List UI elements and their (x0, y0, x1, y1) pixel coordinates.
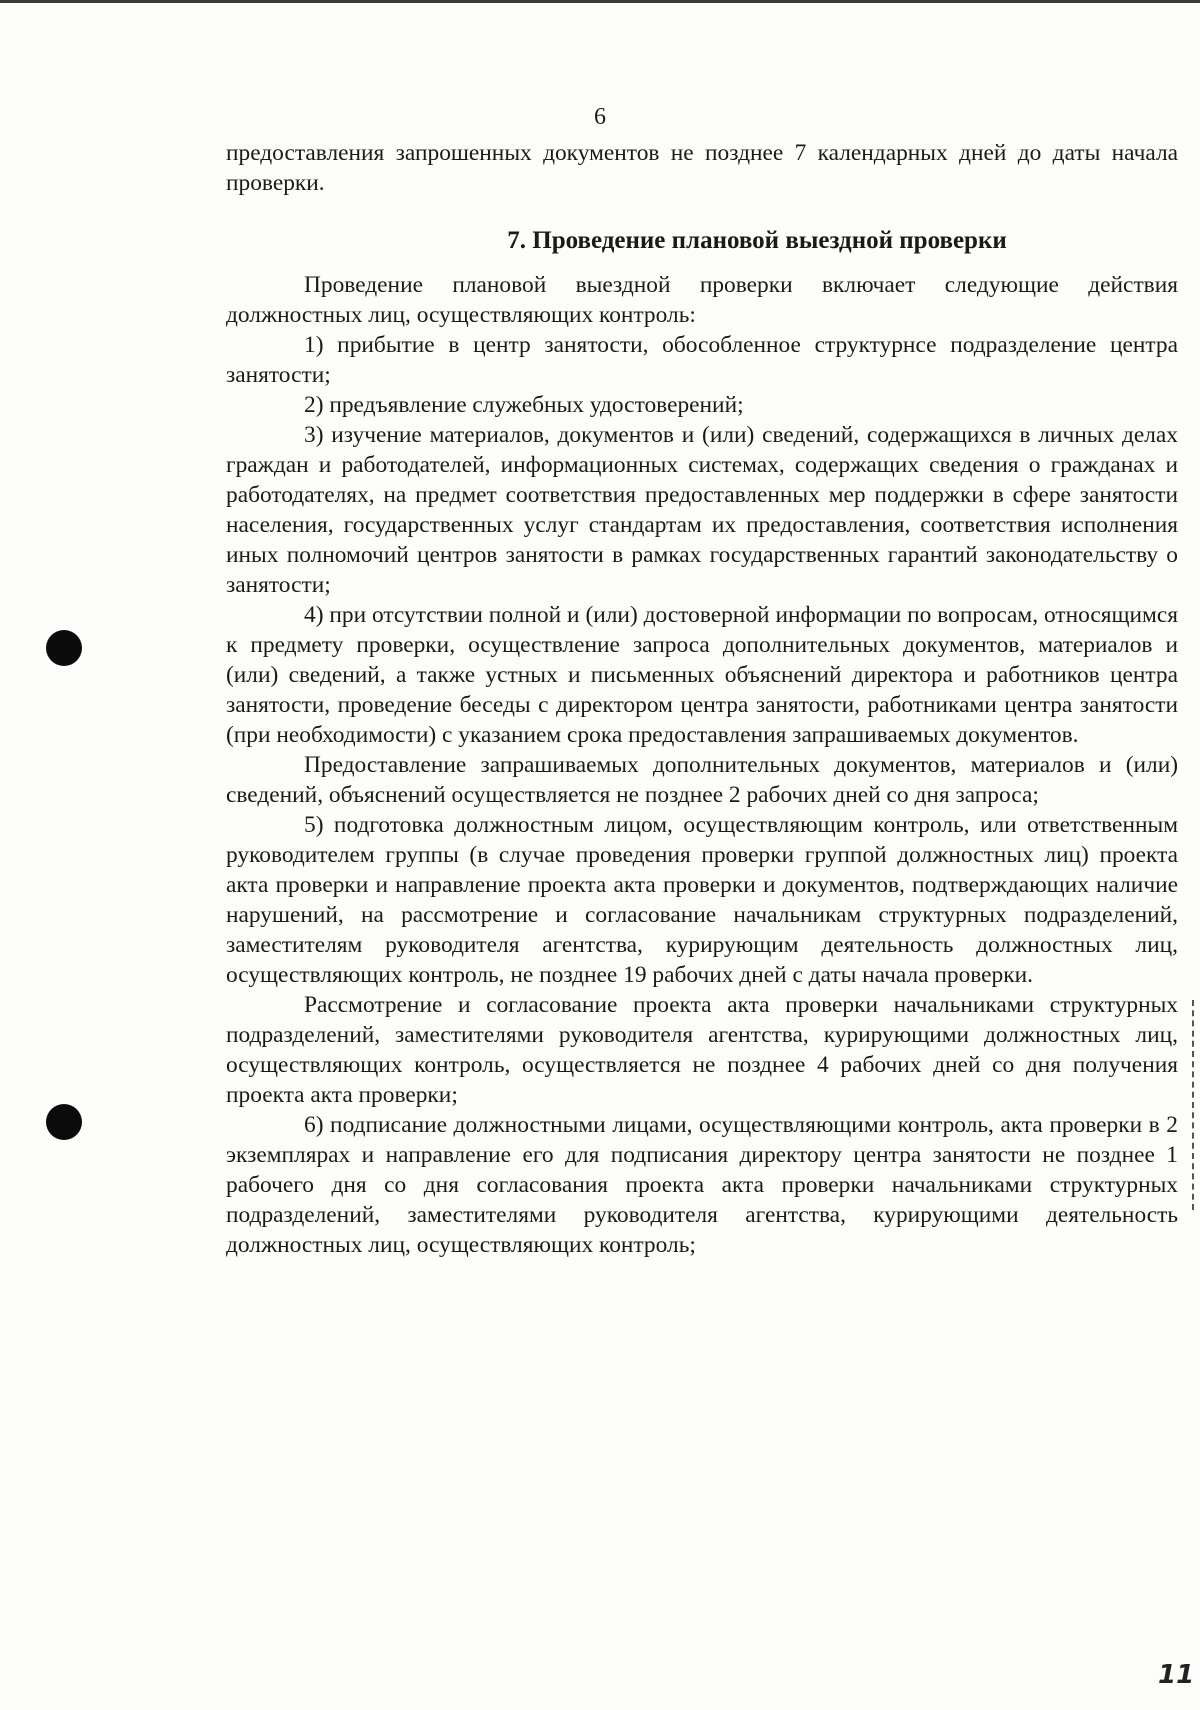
list-item-6: 6) подписание должностными лицами, осуществляющими контроль, акта проверки в 2 экземплярах и направление его для подписания директору центра занятости не позднее 1 рабочего дня со дня согласования проекта акта проверки начальниками структурных подразделений, заместителями руководителя агентства, курирующими деятельность должностных лиц, осуществляющих контроль; (226, 1112, 1178, 1258)
intro-paragraph: Проведение плановой выездной проверки включает следующие действия должностных лиц, осуществляющих контроль: (226, 272, 1178, 328)
list-item-3: 3) изучение материалов, документов и (или) сведений, содержащихся в личных делах граждан и работодателей, информационных системах, содержащих сведения о гражданах и работодателях, на предмет соответствия предоставленных мер поддержки в сфере занятости населения, государственных услуг стандартам их предоставления, соответствия исполнения иных полномочий центров занятости в рамках государственных гарантий законодательству о занятости; (226, 422, 1178, 598)
list-item-2: 2) предъявление служебных удостоверений; (304, 392, 744, 418)
binder-hole-bottom (46, 1104, 82, 1140)
list-item-5-note: Рассмотрение и согласование проекта акта проверки начальниками структурных подразделений, заместителями руководителя агентства, курирующими должностных лиц, осуществляющих контроль, осуществляется не позднее 4 рабочих дней со дня получения проекта акта проверки; (226, 992, 1178, 1108)
list-item-5: 5) подготовка должностным лицом, осуществляющим контроль, или ответственным руководителем группы (в случае проведения проверки группой должностных лиц) проекта акта проверки и направление проекта акта проверки и документов, подтверждающих наличие нарушений, на рассмотрение и согласование начальникам структурных подразделений, заместителям руководителя агентства, курирующим деятельность должностных лиц, осуществляющих контроль, не позднее 19 рабочих дней с даты начала проверки. (226, 812, 1178, 988)
list-item-4-note: Предоставление запрашиваемых дополнительных документов, материалов и (или) сведений, объяснений осуществляется не позднее 2 рабочих дней со дня запроса; (226, 752, 1178, 808)
document-body (226, 138, 1178, 1260)
handwritten-sheet-number: 11 (1158, 1660, 1195, 1690)
scan-right-edge-mark (1192, 1000, 1196, 1210)
continuation-paragraph: предоставления запрошенных документов не позднее 7 календарных дней до даты начала проверки. (226, 140, 1178, 196)
list-item-4: 4) при отсутствии полной и (или) достоверной информации по вопросам, относящимся к предмету проверки, осуществление запроса дополнительных документов, материалов и (или) сведений, а также устных и письменных объяснений директора и работников центра занятости, проведение беседы с директором центра занятости, работниками центра занятости (при необходимости) с указанием срока предоставления запрашиваемых документов. (226, 602, 1178, 748)
list-item-1: 1) прибытие в центр занятости, обособленное структурнсе подразделение центра занятости; (226, 332, 1178, 388)
section-title: 7. Проведение плановой выездной проверки (507, 227, 1007, 254)
binder-hole-top (46, 630, 82, 666)
scan-top-edge (0, 0, 1200, 3)
page-number: 6 (594, 104, 606, 130)
